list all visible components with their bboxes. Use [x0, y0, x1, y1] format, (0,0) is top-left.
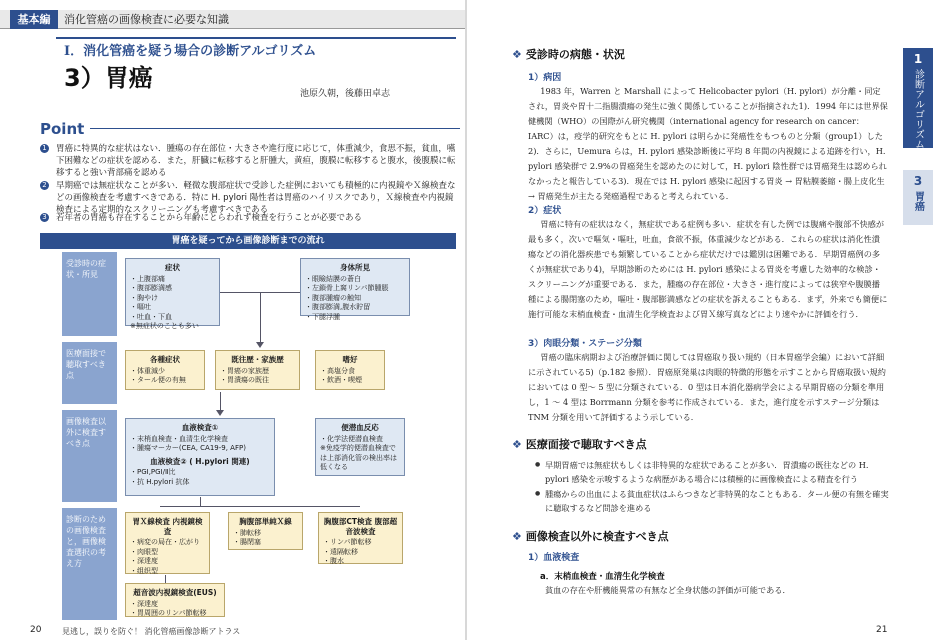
box-xray: [125, 512, 210, 574]
bullet-1: ● 早期胃癌では無症状もしくは非特異的な症状であることが多い．胃潰瘍の既往などの H. pylori 感染を示唆するような病歴がある場合には積極的に画像検査による精査を行う: [545, 458, 890, 488]
section-heading-text: 画像検査以外に検査すべき点: [525, 530, 669, 543]
box-line: ・上腹部痛: [130, 274, 165, 283]
diamond-icon: ❖: [512, 530, 522, 543]
box-line: ・化学法便潜血検査: [320, 434, 383, 443]
page-number-left: 20: [30, 625, 42, 635]
box-title: 嗜好: [342, 355, 358, 364]
flow-col-3: 画像検査以外に検査すべき点: [62, 410, 117, 502]
box-line: ・肺転移: [233, 528, 261, 537]
tab-number: 1: [913, 52, 923, 66]
paragraph-2: 胃癌に特有の症状はなく，無症状である症例も多い．症状を有した例では腹痛や腹部不快感が最も多く，次いで嘔気・嘔吐，吐血，食欲不振，体重減少などがある．これらの症状は消化性潰瘍などの消化器疾患でも頻繁していることから症状だけでは鑑別は困難である．早期胃癌例の多くが無症状であり4)，早期診断のためには H. pylori 感染による胃炎を考慮した効率的な検診・スクリーニングが重要である．また，腫瘍の存在部位・大きさ・進行度によっては狭窄や腹膜播種による腸閉塞のため，嘔吐・腹部膨満感などの症状を訴えることもある．まず，外来でも簡便に施行可能な末梢血検査・血清生化学検査および胃Ｘ線写真などにより速やかに評価を行う．: [528, 219, 888, 319]
point-label: Point: [40, 120, 90, 138]
box-line: ※無症状のことも多い: [130, 322, 199, 330]
box-title: 便潜血反応: [341, 423, 379, 432]
box-title: 胸腹部単純Ｘ線: [239, 517, 292, 526]
box-title: 既往歴・家族歴: [231, 355, 284, 364]
box-line: ・左鎖骨上窩リンパ節腫脹: [305, 284, 389, 292]
box-title: 胸腹部CT検査 腹部超音波検査: [323, 517, 398, 536]
box-line: ・肉眼型: [130, 547, 158, 556]
box-title: 症状: [165, 263, 180, 272]
box-habit: [315, 350, 385, 390]
box-blood: [125, 418, 275, 496]
chapter-tab-1: [903, 48, 933, 148]
box-line: ・下腿浮腫: [305, 312, 340, 321]
subheading-4: 1）血液検査: [528, 553, 580, 563]
tab-text: 診断アルゴリズム: [912, 69, 924, 149]
book-spine: [465, 0, 467, 640]
point-number: 1: [40, 144, 49, 153]
section-heading-1: [512, 46, 625, 62]
diamond-icon: ❖: [512, 438, 522, 451]
section-heading-2: [512, 436, 647, 452]
section-heading-text: 医療面接で聴取すべき点: [525, 438, 647, 451]
chapter-tab-3: [903, 170, 933, 225]
box-ct: [318, 512, 403, 564]
diamond-icon: ❖: [512, 48, 522, 61]
flow-col-2: 医療面接で聴取すべき点: [62, 342, 117, 404]
box-line: ・胃周囲のリンパ節転移: [130, 609, 207, 617]
box-line: ・胃癌の家族歴: [220, 366, 269, 375]
point-rule: [40, 128, 460, 129]
section-heading-3: [512, 528, 669, 544]
box-line: ・腹部膨満感: [130, 284, 172, 292]
book-title: 見逃し，誤りを防ぐ！ 消化管癌画像診断アトラス: [62, 627, 241, 636]
paragraph-1: 1983 年，Warren と Marshall によって Helicobacter pylori（H. pylori）が分離・同定され，胃炎や胃十二指腸潰瘍の発生に強く関係していることが指摘された1)．1994 年には世界保健機関（WHO）の国際がん研究機関（international agency for research on cancer：IARC）は，疫学的研究をもとに H. pylori は明らかに発癌性をもつものと分類（group1）した2)．さらに，Uemura らは，H. pylori 感染診断後に平均 8 年間の内視鏡による追跡を行い，H. pylori 感染群で 2.9%の胃癌発生を認めたのに対して，H. pylori 陰性群では胃癌発生は認められなかったと報告している3)．現在では H. pylori 感染に起因する胃炎 → 胃粘膜萎縮・腸上皮化生 → 胃癌発生が主たる発癌過程であると考えられている．: [528, 86, 888, 201]
box-line: ※免疫学的便潜血検査では上部消化管の検出率は低くなる: [320, 444, 397, 471]
box-history: [215, 350, 300, 390]
subheading-3: 3）肉眼分類・ステージ分類: [528, 339, 642, 349]
box-line: ・PGⅠ,PGⅠ/Ⅱ比: [130, 468, 176, 476]
box-line: ・タール便の有無: [130, 376, 186, 384]
box-title: 血液検査①: [181, 423, 219, 432]
box-line: ・腹水: [323, 557, 344, 565]
point-number: 3: [40, 213, 49, 222]
box-line: ・嘔吐: [130, 303, 151, 311]
page-number-right: 21: [876, 625, 888, 635]
flow-connector: [165, 575, 166, 583]
flow-connector: [160, 506, 360, 507]
point-text: 若年者の胃癌も存在することから年齢にとらわれず検査を行うことが必要である: [56, 213, 363, 223]
flow-connector: [220, 392, 221, 412]
page-title: 3）胃癌: [64, 64, 153, 92]
box-line: ・吐血・下血: [130, 312, 172, 321]
point-item-3: [40, 212, 460, 226]
box-line: ・深達度: [130, 557, 158, 565]
flow-title: 胃癌を疑ってから画像診断までの流れ: [40, 233, 456, 249]
point-text: 胃癌に特異的な症状はない．腫瘍の存在部位・大きさや進行度に応じて，体重減少，食思不振，貧血，嚥下困難などの症状を認める．また，肝臓に転移すると肝腫大，黄疸，腹膜に転移すると腹水，後腹膜に転移すると強い背部痛を認める: [56, 144, 456, 178]
box-line: ・遠隔転移: [323, 547, 358, 556]
flow-connector: [260, 292, 261, 342]
chapter-rule: [56, 37, 456, 39]
box-line: ・高塩分食: [320, 366, 355, 375]
header-title: 消化管癌の画像検査に必要な知識: [64, 13, 229, 26]
flow-arrow: [256, 342, 264, 348]
subsubheading: a．末梢血検査・血清生化学検査: [540, 572, 665, 582]
box-chest: [228, 512, 303, 550]
bullet-2: ● 腫瘍からの出血による貧血症状はふらつきなど非特異的なこともある．タール便の有無を確実に聴取するなど問診を進める: [545, 487, 890, 517]
box-line: ・腸閉塞: [233, 538, 261, 546]
box-title: 胃Ｘ線検査 内視鏡検査: [132, 517, 203, 536]
box-line: ・组织型: [130, 566, 158, 575]
point-text: 早期癌では無症状なことが多い．軽微な腹部症状で受診した症例においても積極的に内視鏡やＸ線検査などの画像検査を考慮すべきである．特に H. pylori 陽性者は胃癌のハイリスクであり，Ｘ線検査や内視鏡検査による定期的なスクリーニングも考慮すべきである: [56, 181, 456, 215]
box-line: ・眼瞼結膜の蒼白: [305, 274, 361, 283]
box-line: ・末梢血検査・血清生化学検査: [130, 434, 228, 443]
box-eus: [125, 583, 225, 617]
box-line: ・腹部膨満,腹水貯留: [305, 303, 371, 311]
flow-col-1: 受診時の症状・所見: [62, 252, 117, 336]
point-item-2: [40, 180, 460, 216]
subheading-1: 1）病因: [528, 73, 562, 83]
authors: 池原久朝，後藤田卓志: [300, 89, 391, 99]
box-physical: [300, 258, 410, 321]
box-title: 各種症状: [150, 355, 180, 364]
tab-text: 胃癌: [912, 191, 924, 211]
paragraph-3: 胃癌の臨床病期および治療評価に関しては胃癌取り扱い規約（日本胃癌学会編）において詳細に示されている5)（p.182 参照）．胃癌原発巣は肉眼的特徴的形態を示すことから胃癌取扱い規約においては 0 型〜 5 型に分類されている．0 型は日本消化器病学会による早期胃癌の分類を準用し，1 〜 4 型は Borrmann 分類を参考に作成されている．また，進行度を示すステージ分類は TNM 分類を用いて評価するよう示している．: [528, 352, 886, 422]
left-page: [0, 0, 466, 640]
box-line: ・リンパ節転移: [323, 538, 372, 546]
box-line: ・腹部腫瘤の触知: [305, 293, 361, 302]
chapter-title: I．消化管癌を疑う場合の診断アルゴリズム: [64, 44, 317, 59]
point-item-1: [40, 143, 460, 183]
box-line: ・胸やけ: [130, 293, 158, 302]
box-line: ・飲酒・喫煙: [320, 376, 362, 384]
subheading-2: 2）症状: [528, 206, 562, 216]
box-symptoms2: [125, 350, 205, 390]
box-line: ・腫瘍マーカー(CEA, CA19-9, AFP): [130, 444, 246, 452]
flow-col-4: 診断のための画像検査と，画像検査選択の考え方: [62, 508, 117, 620]
box-line: ・体重減少: [130, 366, 165, 375]
point-number: 2: [40, 181, 49, 190]
box-title: 身体所見: [340, 263, 370, 272]
box-fecal: [315, 418, 405, 476]
flow-arrow: [216, 410, 224, 416]
header-badge: 基本編: [10, 10, 58, 29]
box-symptom: [125, 258, 220, 330]
box-line: ・胃潰瘍の既往: [220, 376, 269, 384]
box-title: 超音波内視鏡検査(EUS): [133, 588, 217, 597]
box-line: ・抗 H.pylori 抗体: [130, 477, 190, 486]
paragraph-4: 貧血の存在や肝機能異常の有無など全身状態の評価が可能である．: [545, 585, 791, 595]
tab-number: 3: [913, 174, 923, 188]
box-title: 血液検査② ( H.pylori 関連): [150, 456, 250, 466]
box-line: ・病変の局在・広がり: [130, 538, 200, 546]
section-heading-text: 受診時の病態・状況: [525, 48, 625, 61]
box-line: ・深達度: [130, 599, 158, 608]
